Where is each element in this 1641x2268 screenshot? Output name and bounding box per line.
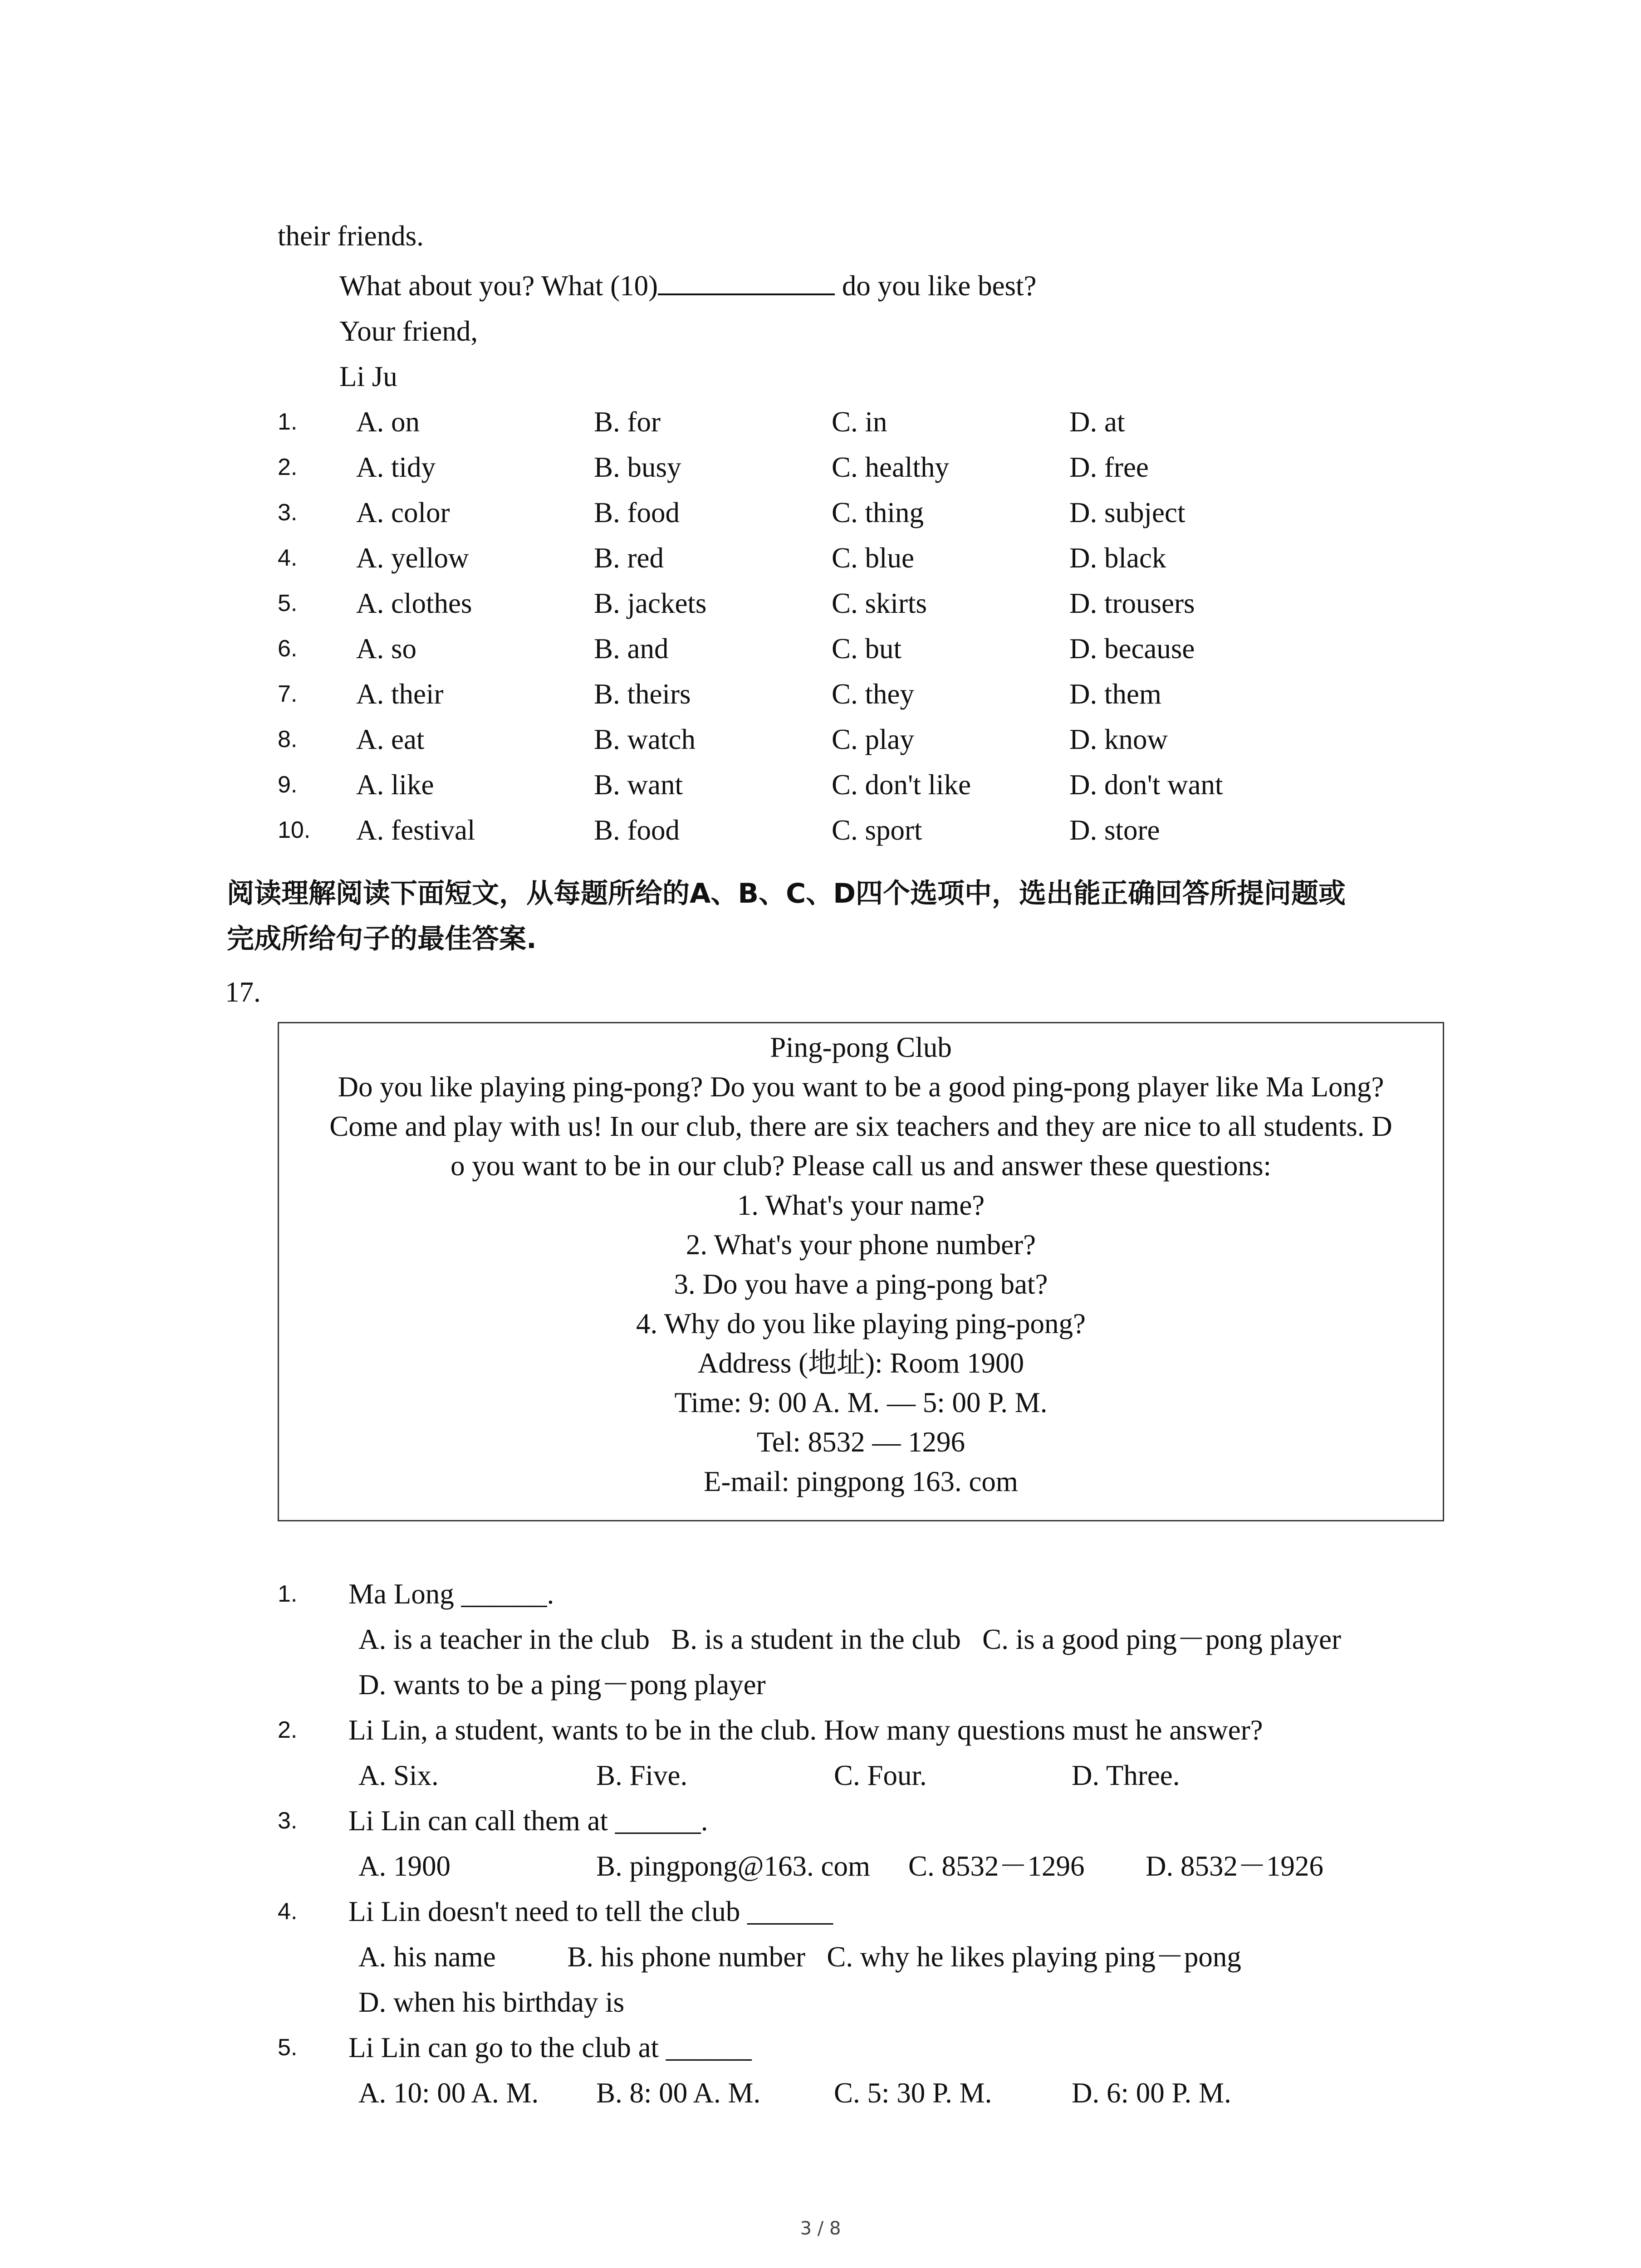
option-d: D. at [1069, 406, 1125, 438]
option-d: D. free [1069, 451, 1149, 483]
question-stem: Li Lin, a student, wants to be in the club. How many questions must he answer? [348, 1714, 1263, 1746]
letter-line: their friends. [278, 220, 424, 252]
option-d: D. 6: 00 P. M. [1072, 2077, 1231, 2109]
club-notice-box [278, 1022, 1444, 1521]
notice-question: 1. What's your name? [737, 1189, 985, 1221]
option-c: C. but [832, 633, 902, 665]
option-row [0, 581, 1641, 626]
answer-blank [658, 267, 835, 295]
option-a: A. tidy [356, 451, 436, 483]
section-heading-continued: 完成所给句子的最佳答案. [227, 923, 537, 955]
question-number: 7. [278, 681, 298, 707]
option-c: C. healthy [832, 451, 949, 483]
option-row [0, 626, 1641, 671]
option-row [0, 399, 1641, 445]
page-number: 3 / 8 [800, 2218, 841, 2239]
question-group-number: 17. [225, 976, 261, 1008]
option-d: D. know [1069, 723, 1168, 755]
option-d: D. subject [1069, 497, 1185, 528]
question-number: 1. [278, 409, 298, 435]
option-c: C. in [832, 406, 887, 438]
option-row [0, 717, 1641, 762]
question-number: 4. [278, 545, 298, 571]
option-row [0, 762, 1641, 807]
question-number: 9. [278, 772, 298, 798]
option-b: B. jackets [594, 587, 707, 619]
option-b: B. busy [594, 451, 681, 483]
notice-email: E-mail: pingpong 163. com [704, 1466, 1018, 1497]
option-b: B. theirs [594, 678, 691, 710]
option-a: A. Six. [358, 1760, 439, 1791]
option-c: C. 5: 30 P. M. [834, 2077, 992, 2109]
option-b: B. for [594, 406, 661, 438]
notice-text: Come and play with us! In our club, there are six teachers and they are nice to all students. D [329, 1110, 1392, 1142]
letter-question-text-end: do you like best? [835, 270, 1037, 302]
option-d: D. black [1069, 542, 1166, 574]
notice-time: Time: 9: 00 A. M. — 5: 00 P. M. [674, 1387, 1048, 1418]
option-c: C. blue [832, 542, 914, 574]
question-stem: Ma Long ______. [348, 1578, 554, 1610]
option-d: D. store [1069, 814, 1160, 846]
question-options: A. is a teacher in the club B. is a student in the club C. is a good ping－pong player [358, 1623, 1342, 1655]
option-d: D. 8532－1926 [1146, 1850, 1323, 1882]
option-c: C. thing [832, 497, 924, 528]
question-number: 5. [278, 2034, 298, 2061]
option-c: C. play [832, 723, 914, 755]
option-a: A. 10: 00 A. M. [358, 2077, 539, 2109]
option-a: A. like [356, 769, 434, 801]
notice-question: 4. Why do you like playing ping-pong? [636, 1308, 1086, 1339]
question-option-d: D. when his birthday is [358, 1986, 625, 2018]
option-b: B. 8: 00 A. M. [596, 2077, 761, 2109]
option-row [0, 807, 1641, 853]
section-heading: 阅读理解阅读下面短文，从每题所给的A、B、C、D四个选项中，选出能正确回答所提问题或 [227, 878, 1346, 909]
option-row [0, 490, 1641, 535]
option-a: A. on [356, 406, 420, 438]
option-d: D. them [1069, 678, 1161, 710]
option-c: C. don't like [832, 769, 971, 801]
question-stem: Li Lin can go to the club at ______ [348, 2032, 752, 2063]
question-stem: Li Lin can call them at ______. [348, 1805, 708, 1837]
option-a: A. clothes [356, 587, 472, 619]
notice-text: Do you like playing ping-pong? Do you want to be a good ping-pong player like Ma Long? [338, 1071, 1384, 1103]
option-c: C. they [832, 678, 914, 710]
option-c: C. 8532－1296 [908, 1850, 1085, 1882]
question-number: 10. [278, 817, 311, 843]
notice-tel: Tel: 8532 — 1296 [756, 1426, 965, 1458]
question-number: 2. [278, 454, 298, 480]
option-a: A. their [356, 678, 444, 710]
option-d: D. trousers [1069, 587, 1195, 619]
question-number: 8. [278, 726, 298, 753]
question-option-d: D. wants to be a ping－pong player [358, 1669, 766, 1701]
option-b: B. red [594, 542, 664, 574]
option-d: D. don't want [1069, 769, 1223, 801]
option-row [0, 445, 1641, 490]
option-a: A. so [356, 633, 417, 665]
option-row [0, 671, 1641, 717]
option-b: B. want [594, 769, 683, 801]
option-a: A. yellow [356, 542, 469, 574]
option-c: C. sport [832, 814, 922, 846]
question-number: 3. [278, 1808, 298, 1834]
option-c: C. skirts [832, 587, 927, 619]
letter-question-line [339, 263, 1037, 308]
option-a: A. color [356, 497, 450, 528]
option-b: B. and [594, 633, 669, 665]
notice-question: 2. What's your phone number? [686, 1229, 1036, 1261]
option-c: C. Four. [834, 1760, 927, 1791]
option-b: B. food [594, 814, 680, 846]
notice-title: Ping-pong Club [770, 1031, 952, 1063]
option-b: B. Five. [596, 1760, 688, 1791]
question-number: 4. [278, 1898, 298, 1925]
option-b: B. pingpong@163. com [596, 1850, 871, 1882]
letter-signature: Li Ju [339, 361, 397, 392]
question-number: 6. [278, 635, 298, 662]
option-b: B. food [594, 497, 680, 528]
question-number: 5. [278, 590, 298, 616]
question-number: 1. [278, 1581, 298, 1607]
option-d: D. Three. [1072, 1760, 1180, 1791]
option-a: A. eat [356, 723, 425, 755]
option-a: A. festival [356, 814, 475, 846]
letter-signoff: Your friend, [339, 315, 478, 347]
question-number: 2. [278, 1717, 298, 1743]
question-options: A. his name B. his phone number C. why he likes playing ping－pong [358, 1941, 1241, 1973]
option-a: A. 1900 [358, 1850, 451, 1882]
notice-question: 3. Do you have a ping-pong bat? [674, 1268, 1048, 1300]
option-d: D. because [1069, 633, 1195, 665]
notice-text: o you want to be in our club? Please call us and answer these questions: [450, 1150, 1272, 1182]
letter-question-text: What about you? What (10) [339, 270, 658, 302]
notice-address: Address (地址): Room 1900 [697, 1347, 1024, 1379]
question-number: 3. [278, 499, 298, 526]
question-stem: Li Lin doesn't need to tell the club ______ [348, 1896, 833, 1927]
option-row [0, 535, 1641, 581]
option-b: B. watch [594, 723, 696, 755]
